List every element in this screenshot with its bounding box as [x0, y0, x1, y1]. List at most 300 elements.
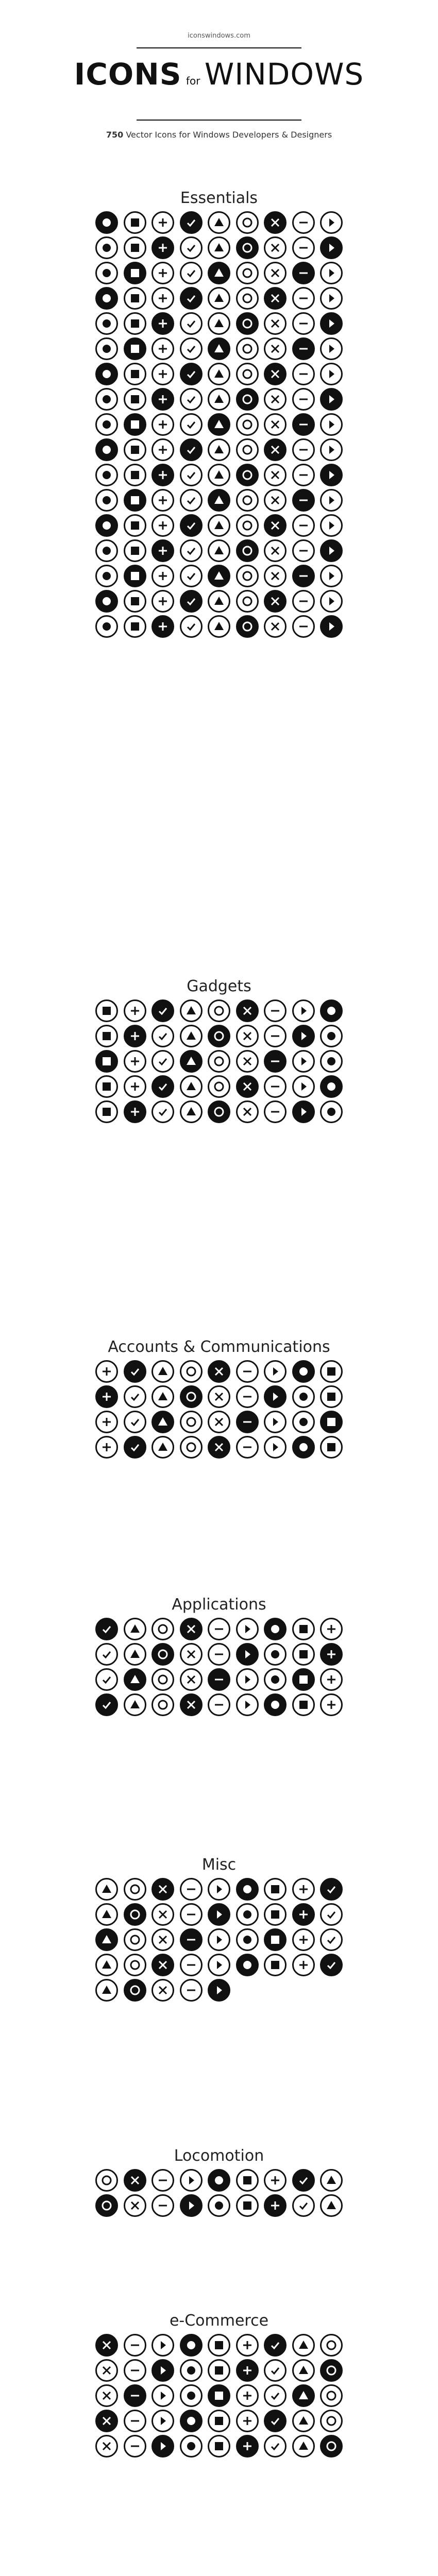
close-icon — [292, 211, 315, 234]
shop-28-icon — [95, 2410, 118, 2432]
align-left-icon — [95, 539, 118, 562]
pen-icon — [124, 514, 146, 537]
section-title: Accounts & Communications — [108, 1338, 330, 1356]
comment-icon — [292, 388, 315, 411]
misc-37-icon — [95, 1979, 118, 2002]
section-3 — [0, 1334, 438, 1360]
app-33-icon — [236, 1693, 259, 1716]
misc-10-icon — [95, 1903, 118, 1926]
misc-19-icon — [95, 1928, 118, 1951]
section-title: e-Commerce — [169, 2312, 269, 2330]
shop-21-icon — [151, 2384, 174, 2407]
shop-1-icon — [95, 2334, 118, 2357]
pin-icon — [151, 388, 174, 411]
attach-icon — [320, 337, 343, 360]
laptop-icon — [124, 464, 146, 486]
taxi-icon — [264, 2169, 287, 2192]
shop-27-icon — [320, 2384, 343, 2407]
network-2-icon — [124, 1436, 146, 1459]
draft-icon — [320, 590, 343, 613]
undo-icon — [180, 236, 203, 259]
voicemail-icon — [180, 1411, 203, 1433]
fax-icon — [208, 1411, 230, 1433]
mail-open-icon — [124, 1385, 146, 1408]
title-main: ICONS — [74, 57, 182, 92]
shop-20-icon — [124, 2384, 146, 2407]
app-26-icon — [292, 1668, 315, 1691]
truck-icon — [151, 2169, 174, 2192]
archive-icon — [95, 590, 118, 613]
unlock-icon — [236, 287, 259, 310]
shop-37-icon — [95, 2435, 118, 2458]
app-8-icon — [292, 1618, 315, 1640]
eraser-icon — [180, 514, 203, 537]
shop-16-icon — [264, 2359, 287, 2382]
window-icon — [95, 615, 118, 638]
quote-icon — [264, 539, 287, 562]
misc-13-icon — [180, 1903, 203, 1926]
admin-icon — [208, 1360, 230, 1383]
app-14-icon — [208, 1643, 230, 1666]
chat-icon — [320, 388, 343, 411]
redo-icon — [208, 236, 230, 259]
misc-15-icon — [236, 1903, 259, 1926]
misc-41-icon — [208, 1979, 230, 2002]
calculator-icon — [320, 1075, 343, 1098]
print-icon — [320, 262, 343, 284]
user-add-icon — [124, 1360, 146, 1383]
shop-35-icon — [292, 2410, 315, 2432]
save-icon — [151, 262, 174, 284]
maximize-icon — [151, 615, 174, 638]
flashlight-icon — [292, 1075, 315, 1098]
heart-icon — [320, 236, 343, 259]
bar-icon — [124, 565, 146, 587]
misc-26-icon — [292, 1928, 315, 1951]
shop-6-icon — [236, 2334, 259, 2357]
paste-icon — [292, 262, 315, 284]
app-17-icon — [292, 1643, 315, 1666]
stopwatch-icon — [320, 565, 343, 587]
shop-11-icon — [124, 2359, 146, 2382]
pause-icon — [124, 312, 146, 335]
scanner-icon — [124, 1025, 146, 1047]
mic-icon — [264, 438, 287, 461]
justify-icon — [180, 539, 203, 562]
hub-icon — [292, 1100, 315, 1123]
signal-icon — [236, 363, 259, 385]
location-icon — [292, 363, 315, 385]
game-icon — [320, 999, 343, 1022]
chip-icon — [208, 1075, 230, 1098]
floppy-icon — [180, 1075, 203, 1098]
app-36-icon — [320, 1693, 343, 1716]
vcard-icon — [320, 1411, 343, 1433]
app-4-icon — [180, 1618, 203, 1640]
misc-33-icon — [236, 1954, 259, 1976]
webcam-icon — [292, 1050, 315, 1073]
misc-1-icon — [95, 1878, 118, 1901]
table-icon — [292, 539, 315, 562]
section-title: Essentials — [180, 189, 258, 207]
shop-9-icon — [320, 2334, 343, 2357]
app-10-icon — [95, 1643, 118, 1666]
restore-icon — [208, 615, 230, 638]
id-icon — [292, 1360, 315, 1383]
app-29-icon — [124, 1693, 146, 1716]
misc-4-icon — [180, 1878, 203, 1901]
document-icon — [208, 262, 230, 284]
antenna-icon — [236, 1100, 259, 1123]
rss-icon — [320, 1385, 343, 1408]
app-11-icon — [124, 1643, 146, 1666]
dialpad-icon — [236, 1411, 259, 1433]
code-icon — [95, 489, 118, 512]
misc-23-icon — [208, 1928, 230, 1951]
copy-icon — [236, 262, 259, 284]
address-icon — [292, 1411, 315, 1433]
battery-icon — [208, 363, 230, 385]
compass-icon — [208, 413, 230, 436]
mail-2-icon — [95, 1385, 118, 1408]
page-title — [0, 57, 438, 92]
misc-6-icon — [236, 1878, 259, 1901]
timer-icon — [264, 565, 287, 587]
watch-icon — [208, 999, 230, 1022]
shop-38-icon — [124, 2435, 146, 2458]
shop-2-icon — [124, 2334, 146, 2357]
printer-2-icon — [95, 1025, 118, 1047]
mouse-icon — [236, 464, 259, 486]
misc-38-icon — [124, 1979, 146, 2002]
misc-24-icon — [236, 1928, 259, 1951]
shop-26-icon — [292, 2384, 315, 2407]
tile-icon — [124, 615, 146, 638]
app-31-icon — [180, 1693, 203, 1716]
misc-30-icon — [151, 1954, 174, 1976]
alarm-icon — [292, 565, 315, 587]
cloud-icon — [95, 363, 118, 385]
camera-icon — [264, 312, 287, 335]
misc-2-icon — [124, 1878, 146, 1901]
envelope-icon — [151, 1385, 174, 1408]
shop-40-icon — [180, 2435, 203, 2458]
shop-5-icon — [208, 2334, 230, 2357]
misc-22-icon — [180, 1928, 203, 1951]
download-icon — [236, 337, 259, 360]
refresh-icon — [236, 236, 259, 259]
app-21-icon — [151, 1668, 174, 1691]
misc-35-icon — [292, 1954, 315, 1976]
server-icon — [180, 489, 203, 512]
speaker-icon — [292, 438, 315, 461]
key-icon — [264, 287, 287, 310]
exit-icon — [264, 615, 287, 638]
shop-24-icon — [236, 2384, 259, 2407]
calendar-icon — [124, 287, 146, 310]
hidden-icon — [208, 388, 230, 411]
upload-icon — [208, 337, 230, 360]
broadcast-icon — [151, 1436, 174, 1459]
shop-36-icon — [320, 2410, 343, 2432]
shop-25-icon — [264, 2384, 287, 2407]
camera-2-icon — [236, 999, 259, 1022]
sun-icon — [292, 413, 315, 436]
layers-icon — [292, 489, 315, 512]
logout-icon — [320, 615, 343, 638]
train-icon — [208, 2169, 230, 2192]
map-icon — [320, 363, 343, 385]
misc-16-icon — [264, 1903, 287, 1926]
trash-icon — [264, 590, 287, 613]
title-platform: WINDOWS — [204, 57, 364, 92]
headphones-icon — [236, 438, 259, 461]
fullscreen-icon — [236, 615, 259, 638]
app-32-icon — [208, 1693, 230, 1716]
announce-icon — [292, 1385, 315, 1408]
zoom-out-icon — [151, 211, 174, 234]
line-icon — [151, 565, 174, 587]
app-35-icon — [292, 1693, 315, 1716]
app-34-icon — [264, 1693, 287, 1716]
chat-2-icon — [236, 1385, 259, 1408]
shop-3-icon — [151, 2334, 174, 2357]
remote-icon — [236, 1050, 259, 1073]
star-icon — [292, 236, 315, 259]
minimize-icon — [180, 615, 203, 638]
app-23-icon — [208, 1668, 230, 1691]
app-18-icon — [320, 1643, 343, 1666]
app-1-icon — [95, 1618, 118, 1640]
app-9-icon — [320, 1618, 343, 1640]
mic-2-icon — [180, 1050, 203, 1073]
title-for: for — [186, 75, 200, 87]
car-icon — [124, 2169, 146, 2192]
shop-41-icon — [208, 2435, 230, 2458]
section-title: Misc — [201, 1856, 237, 1874]
disc-icon — [95, 1075, 118, 1098]
app-24-icon — [236, 1668, 259, 1691]
site-url: iconswindows.com — [188, 32, 250, 40]
terminal-icon — [124, 489, 146, 512]
profile-icon — [264, 1360, 287, 1383]
image-icon — [292, 312, 315, 335]
laptop-2-icon — [124, 999, 146, 1022]
power-icon — [151, 363, 174, 385]
section-5 — [0, 1852, 438, 1878]
app-12-icon — [151, 1643, 174, 1666]
login-icon — [292, 615, 315, 638]
printer-icon — [264, 464, 287, 486]
subtitle — [0, 130, 438, 140]
gauge-icon — [236, 565, 259, 587]
notify-icon — [320, 1436, 343, 1459]
shop-23-icon — [208, 2384, 230, 2407]
bug-icon — [236, 489, 259, 512]
check-icon — [124, 236, 146, 259]
misc-17-icon — [292, 1903, 315, 1926]
shop-14-icon — [208, 2359, 230, 2382]
music-icon — [208, 438, 230, 461]
outdent-icon — [236, 539, 259, 562]
link-icon — [292, 337, 315, 360]
info-icon — [208, 211, 230, 234]
inbox-icon — [124, 590, 146, 613]
phone-2-icon — [180, 999, 203, 1022]
bottom-rule — [137, 120, 301, 121]
app-30-icon — [151, 1693, 174, 1716]
help-icon — [180, 211, 203, 234]
disk-icon — [292, 464, 315, 486]
misc-21-icon — [151, 1928, 174, 1951]
shop-39-icon — [151, 2435, 174, 2458]
align-center-icon — [124, 539, 146, 562]
plane-icon — [320, 2169, 343, 2192]
misc-7-icon — [264, 1878, 287, 1901]
misc-39-icon — [151, 1979, 174, 2002]
robot-icon — [180, 1100, 203, 1123]
shop-8-icon — [292, 2334, 315, 2357]
hash-icon — [264, 1436, 287, 1459]
palette-icon — [236, 514, 259, 537]
message-icon — [180, 1385, 203, 1408]
font-icon — [264, 514, 287, 537]
lamp-icon — [264, 1075, 287, 1098]
call-end-icon — [151, 1411, 174, 1433]
dock-icon — [320, 1100, 343, 1123]
badge-icon — [320, 1360, 343, 1383]
database-icon — [151, 489, 174, 512]
misc-12-icon — [151, 1903, 174, 1926]
user-remove-icon — [151, 1360, 174, 1383]
section-7 — [0, 2308, 438, 2334]
app-7-icon — [264, 1618, 287, 1640]
shop-18-icon — [320, 2359, 343, 2382]
money-icon — [124, 438, 146, 461]
joystick-icon — [208, 1050, 230, 1073]
modem-icon — [264, 1100, 287, 1123]
bus-icon — [95, 2169, 118, 2192]
tag-icon — [95, 388, 118, 411]
wifi-icon — [180, 363, 203, 385]
keyboard-icon — [208, 464, 230, 486]
app-19-icon — [95, 1668, 118, 1691]
shop-22-icon — [180, 2384, 203, 2407]
reply-icon — [208, 590, 230, 613]
outbox-icon — [151, 590, 174, 613]
app-2-icon — [124, 1618, 146, 1640]
misc-27-icon — [320, 1928, 343, 1951]
satellite-icon — [208, 1100, 230, 1123]
walk-icon — [124, 2194, 146, 2217]
shop-7-icon — [264, 2334, 287, 2357]
italic-icon — [320, 514, 343, 537]
run-icon — [151, 2194, 174, 2217]
shop-45-icon — [320, 2435, 343, 2458]
cut-icon — [264, 262, 287, 284]
speaker-2-icon — [95, 1050, 118, 1073]
bookmark-icon — [124, 388, 146, 411]
misc-36-icon — [320, 1954, 343, 1976]
shop-13-icon — [180, 2359, 203, 2382]
section-title: Applications — [172, 1596, 266, 1614]
shop-12-icon — [151, 2359, 174, 2382]
list-icon — [124, 337, 146, 360]
tablet-2-icon — [151, 999, 174, 1022]
sort-icon — [180, 337, 203, 360]
app-15-icon — [236, 1643, 259, 1666]
shop-19-icon — [95, 2384, 118, 2407]
subtitle-text: Vector Icons for Windows Developers & Designers — [126, 130, 332, 140]
traffic-icon — [320, 2194, 343, 2217]
misc-32-icon — [208, 1954, 230, 1976]
warning-icon — [264, 211, 287, 234]
helicopter-icon — [180, 2194, 203, 2217]
section-1 — [0, 185, 438, 211]
film-icon — [151, 1075, 174, 1098]
align-right-icon — [151, 539, 174, 562]
misc-14-icon — [208, 1903, 230, 1926]
flag-icon — [292, 287, 315, 310]
app-22-icon — [180, 1668, 203, 1691]
cart-icon — [95, 438, 118, 461]
forward-icon — [236, 590, 259, 613]
app-3-icon — [151, 1618, 174, 1640]
dashboard-icon — [208, 565, 230, 587]
radio-icon — [292, 999, 315, 1022]
eye-icon — [180, 388, 203, 411]
scooter-icon — [208, 2194, 230, 2217]
usb-icon — [320, 464, 343, 486]
phone-icon — [95, 413, 118, 436]
misc-3-icon — [151, 1878, 174, 1901]
misc-8-icon — [292, 1878, 315, 1901]
area-icon — [180, 565, 203, 587]
ruler-icon — [208, 514, 230, 537]
moon-icon — [320, 413, 343, 436]
brush-icon — [95, 514, 118, 537]
projector-icon — [264, 1050, 287, 1073]
shop-10-icon — [95, 2359, 118, 2382]
cable-icon — [320, 1025, 343, 1047]
users-icon — [180, 1360, 203, 1383]
play-icon — [95, 312, 118, 335]
drive-icon — [180, 1025, 203, 1047]
subtitle-count: 750 — [106, 130, 124, 140]
pie-icon — [95, 565, 118, 587]
sync-icon — [124, 363, 146, 385]
chart-icon — [320, 539, 343, 562]
card-icon — [208, 1025, 230, 1047]
app-5-icon — [208, 1618, 230, 1640]
tv-icon — [320, 438, 343, 461]
forum-icon — [264, 1385, 287, 1408]
clock-icon — [151, 287, 174, 310]
alert-icon — [236, 211, 259, 234]
puzzle-icon — [264, 489, 287, 512]
globe-icon — [180, 413, 203, 436]
bold-icon — [292, 514, 315, 537]
plus-icon — [95, 236, 118, 259]
signal-2-icon — [208, 1436, 230, 1459]
app-13-icon — [180, 1643, 203, 1666]
shop-31-icon — [180, 2410, 203, 2432]
section-6 — [0, 2143, 438, 2169]
app-6-icon — [236, 1618, 259, 1640]
like-icon — [236, 388, 259, 411]
gift-icon — [151, 438, 174, 461]
plug-icon — [264, 1025, 287, 1047]
